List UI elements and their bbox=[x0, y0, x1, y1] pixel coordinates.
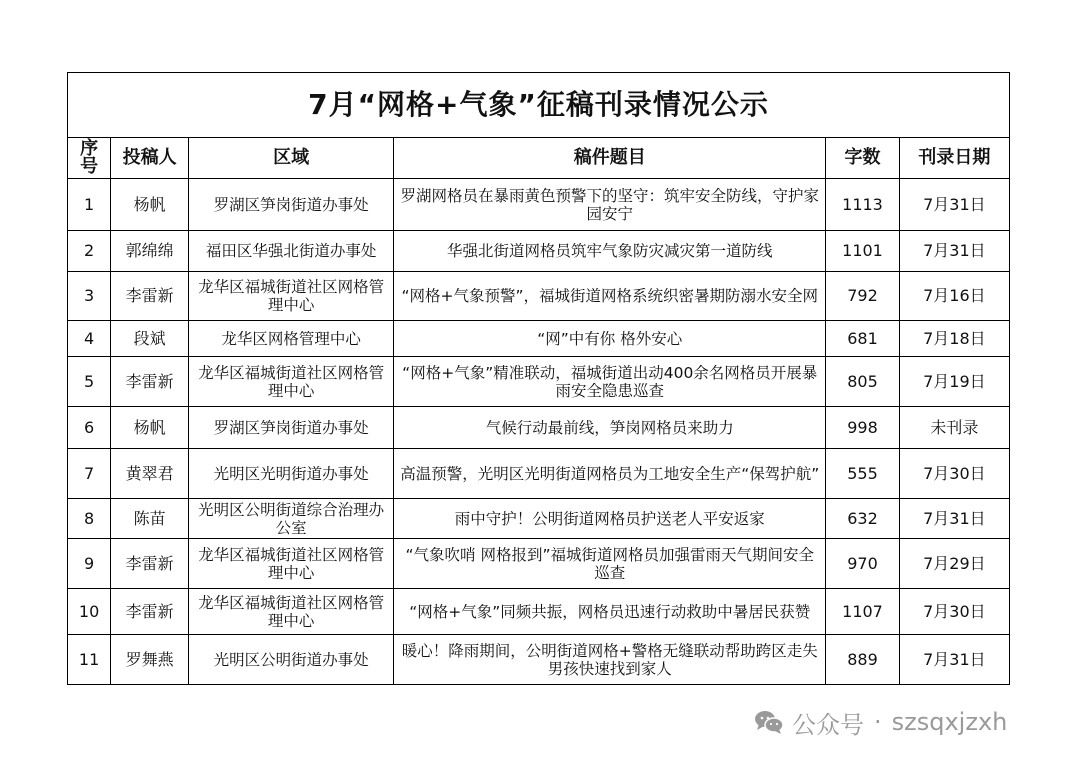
cell-author: 李雷新 bbox=[111, 357, 189, 407]
cell-title: 雨中守护！公明街道网格员护送老人平安返家 bbox=[394, 499, 826, 539]
header-words: 字数 bbox=[826, 138, 899, 179]
cell-title: “网格+气象”同频共振，网格员迅速行动救助中暑居民获赞 bbox=[394, 589, 826, 635]
cell-date: 7月30日 bbox=[899, 449, 1009, 499]
cell-area: 龙华区网格管理中心 bbox=[188, 321, 393, 357]
cell-area: 龙华区福城街道社区网格管理中心 bbox=[188, 539, 393, 589]
cell-no: 3 bbox=[68, 272, 111, 321]
wechat-icon bbox=[754, 709, 784, 735]
cell-no: 1 bbox=[68, 179, 111, 231]
cell-author: 段斌 bbox=[111, 321, 189, 357]
cell-author: 陈苗 bbox=[111, 499, 189, 539]
cell-date: 7月19日 bbox=[899, 357, 1009, 407]
table-row bbox=[68, 635, 1010, 685]
cell-title: “气象吹哨 网格报到”福城街道网格员加强雷雨天气期间安全巡查 bbox=[394, 539, 826, 589]
submission-table bbox=[67, 72, 1010, 685]
table-row bbox=[68, 357, 1010, 407]
cell-author: 杨帆 bbox=[111, 407, 189, 449]
cell-no: 11 bbox=[68, 635, 111, 685]
cell-no: 7 bbox=[68, 449, 111, 499]
cell-no: 6 bbox=[68, 407, 111, 449]
header-area: 区域 bbox=[188, 138, 393, 179]
announcement-sheet bbox=[67, 72, 1010, 685]
table-row bbox=[68, 499, 1010, 539]
cell-date: 7月18日 bbox=[899, 321, 1009, 357]
cell-area: 福田区华强北街道办事处 bbox=[188, 231, 393, 272]
table-row bbox=[68, 539, 1010, 589]
cell-date: 7月31日 bbox=[899, 231, 1009, 272]
cell-author: 李雷新 bbox=[111, 589, 189, 635]
cell-date: 7月31日 bbox=[899, 499, 1009, 539]
cell-words: 681 bbox=[826, 321, 899, 357]
cell-area: 光明区公明街道办事处 bbox=[188, 635, 393, 685]
table-row bbox=[68, 272, 1010, 321]
cell-no: 5 bbox=[68, 357, 111, 407]
header-title: 稿件题目 bbox=[394, 138, 826, 179]
cell-title: 气候行动最前线，笋岗网格员来助力 bbox=[394, 407, 826, 449]
header-no: 序号 bbox=[68, 138, 111, 179]
cell-words: 632 bbox=[826, 499, 899, 539]
cell-words: 1101 bbox=[826, 231, 899, 272]
cell-no: 9 bbox=[68, 539, 111, 589]
cell-area: 罗湖区笋岗街道办事处 bbox=[188, 179, 393, 231]
table-body bbox=[68, 179, 1010, 685]
cell-area: 光明区光明街道办事处 bbox=[188, 449, 393, 499]
table-row bbox=[68, 179, 1010, 231]
cell-no: 4 bbox=[68, 321, 111, 357]
cell-author: 杨帆 bbox=[111, 179, 189, 231]
cell-author: 郭绵绵 bbox=[111, 231, 189, 272]
cell-date: 7月29日 bbox=[899, 539, 1009, 589]
cell-words: 889 bbox=[826, 635, 899, 685]
cell-author: 李雷新 bbox=[111, 272, 189, 321]
cell-area: 龙华区福城街道社区网格管理中心 bbox=[188, 357, 393, 407]
cell-author: 李雷新 bbox=[111, 539, 189, 589]
cell-area: 光明区公明街道综合治理办公室 bbox=[188, 499, 393, 539]
cell-date: 未刊录 bbox=[899, 407, 1009, 449]
cell-title: 高温预警，光明区光明街道网格员为工地安全生产“保驾护航” bbox=[394, 449, 826, 499]
cell-area: 罗湖区笋岗街道办事处 bbox=[188, 407, 393, 449]
cell-title: “网格+气象”精准联动，福城街道出动400余名网格员开展暴雨安全隐患巡查 bbox=[394, 357, 826, 407]
cell-title: “网格+气象预警”，福城街道网格系统织密暑期防溺水安全网 bbox=[394, 272, 826, 321]
cell-date: 7月31日 bbox=[899, 635, 1009, 685]
table-title: 7月“网格+气象”征稿刊录情况公示 bbox=[68, 73, 1010, 138]
cell-words: 805 bbox=[826, 357, 899, 407]
cell-no: 8 bbox=[68, 499, 111, 539]
cell-words: 1113 bbox=[826, 179, 899, 231]
header-author: 投稿人 bbox=[111, 138, 189, 179]
table-row bbox=[68, 321, 1010, 357]
cell-title: 罗湖网格员在暴雨黄色预警下的坚守：筑牢安全防线，守护家园安宁 bbox=[394, 179, 826, 231]
cell-author: 黄翠君 bbox=[111, 449, 189, 499]
table-row bbox=[68, 231, 1010, 272]
cell-title: 华强北街道网格员筑牢气象防灾减灾第一道防线 bbox=[394, 231, 826, 272]
watermark-separator: · bbox=[874, 708, 882, 736]
table-row bbox=[68, 407, 1010, 449]
cell-area: 龙华区福城街道社区网格管理中心 bbox=[188, 272, 393, 321]
header-row bbox=[68, 138, 1010, 179]
cell-words: 1107 bbox=[826, 589, 899, 635]
cell-date: 7月30日 bbox=[899, 589, 1009, 635]
table-row bbox=[68, 589, 1010, 635]
watermark-label: 公众号 bbox=[792, 710, 864, 739]
watermark-account: szsqxjzxh bbox=[891, 708, 1008, 736]
cell-area: 龙华区福城街道社区网格管理中心 bbox=[188, 589, 393, 635]
watermark bbox=[754, 704, 1007, 740]
cell-date: 7月16日 bbox=[899, 272, 1009, 321]
cell-title: 暖心！降雨期间，公明街道网格+警格无缝联动帮助跨区走失男孩快速找到家人 bbox=[394, 635, 826, 685]
title-row bbox=[68, 73, 1010, 138]
cell-title: “网”中有你 格外安心 bbox=[394, 321, 826, 357]
cell-no: 2 bbox=[68, 231, 111, 272]
cell-author: 罗舞燕 bbox=[111, 635, 189, 685]
cell-date: 7月31日 bbox=[899, 179, 1009, 231]
table-row bbox=[68, 449, 1010, 499]
cell-words: 792 bbox=[826, 272, 899, 321]
cell-words: 970 bbox=[826, 539, 899, 589]
cell-words: 555 bbox=[826, 449, 899, 499]
header-date: 刊录日期 bbox=[899, 138, 1009, 179]
cell-words: 998 bbox=[826, 407, 899, 449]
cell-no: 10 bbox=[68, 589, 111, 635]
